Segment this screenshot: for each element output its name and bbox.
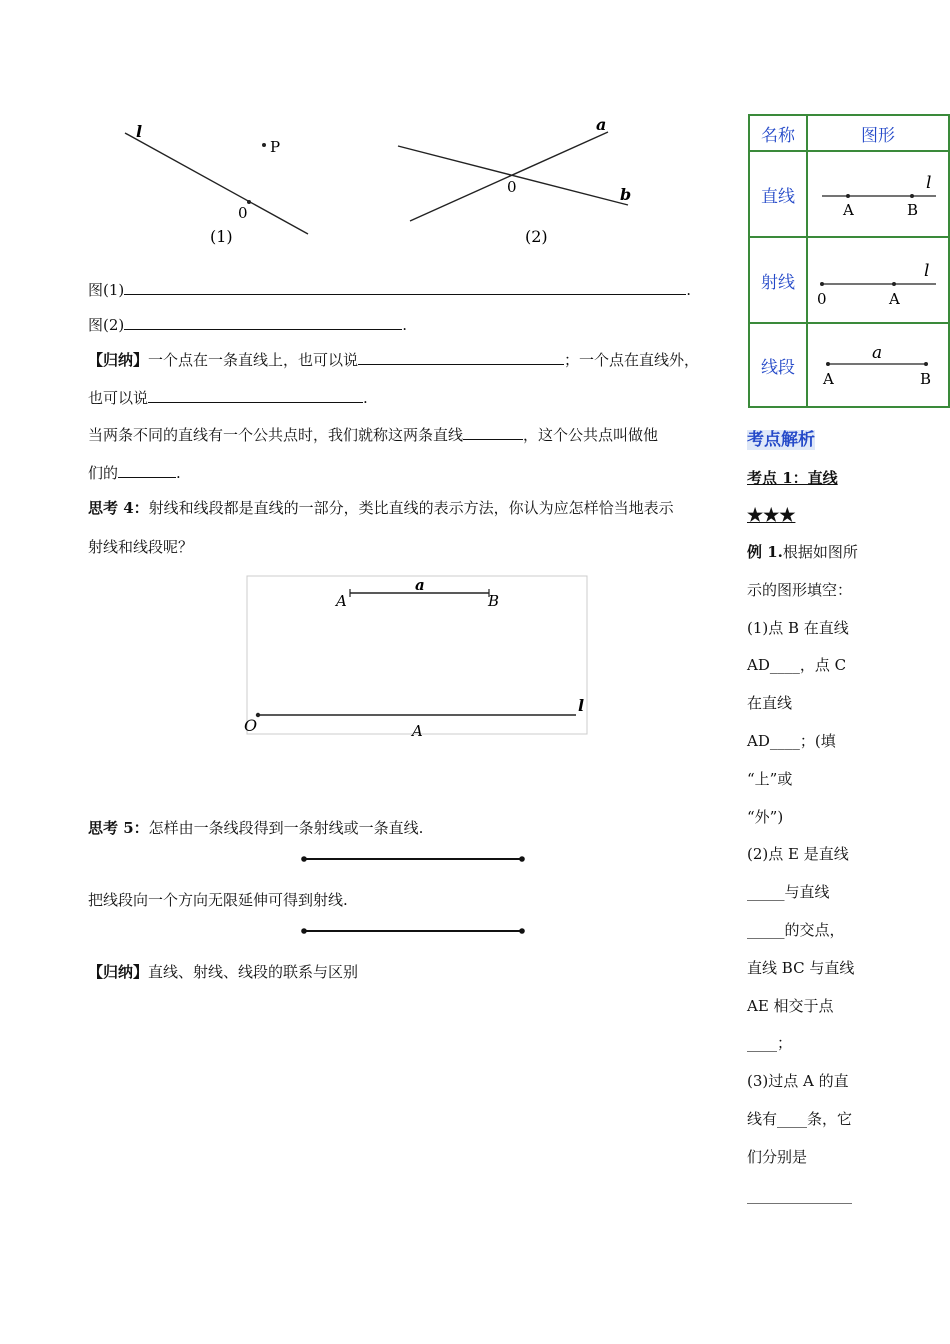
- svg-text:A: A: [823, 370, 834, 388]
- example-text: AE 相交于点: [747, 996, 834, 1015]
- example-line: [747, 807, 783, 827]
- label-o-2: 0: [507, 178, 517, 196]
- line-b: [398, 146, 628, 205]
- seg-point-b: B: [488, 592, 500, 610]
- think4-line1: 思考 4：射线和线段都是直线的一部分，类比直线的表示方法，你认为应怎样恰当地表示: [88, 499, 674, 517]
- ray-point-o: O: [244, 716, 258, 735]
- example-text: 在直线: [747, 694, 793, 713]
- intersect-line2: 们的 .: [88, 464, 181, 482]
- example-text: 直线 BC 与直线: [747, 958, 855, 977]
- point-p: [262, 143, 266, 147]
- example-line: [747, 769, 792, 789]
- answer-blank[interactable]: [148, 388, 363, 403]
- example-line: [747, 996, 834, 1016]
- guina-1-line2: 也可以说 .: [88, 389, 368, 407]
- extend-text: 把线段向一个方向无限延伸可得到射线.: [88, 891, 348, 909]
- row-ray-name: 射线: [749, 237, 807, 323]
- example-line: [747, 1071, 849, 1091]
- line-l: [125, 133, 308, 234]
- example-line: [747, 655, 846, 675]
- example-line: [747, 542, 858, 562]
- seg-point-a: A: [336, 592, 347, 610]
- example-line: [747, 580, 852, 600]
- svg-text:A: A: [889, 290, 900, 308]
- svg-text:l: l: [926, 173, 932, 193]
- guina-2: 【归纳】直线、射线、线段的联系与区别: [88, 963, 359, 981]
- caption-2: (2): [525, 227, 548, 246]
- example-text: 根据如图所: [782, 543, 858, 561]
- figure-points-lines: [100, 110, 660, 250]
- row-segment-figure: [807, 323, 949, 407]
- think5: 思考 5：怎样由一条线段得到一条射线或一条直线.: [88, 819, 424, 837]
- svg-text:B: B: [920, 370, 932, 388]
- example-text: AD____，点 C: [747, 656, 847, 675]
- example-line: [747, 693, 792, 713]
- answer-blank[interactable]: [124, 280, 686, 295]
- stars: ★★★: [747, 505, 796, 526]
- ray-label-l: l: [578, 696, 585, 715]
- example-line: [747, 731, 836, 751]
- seg-label-a: a: [415, 576, 425, 594]
- example-text: 示的图形填空：: [747, 580, 853, 599]
- intersect-line1: 当两条不同的直线有一个公共点时，我们就称这两条直线 ，这个公共点叫做他: [88, 426, 659, 444]
- guina-1-line1: 【归纳】一个点在一条直线上，也可以说 ；一个点在直线外，: [88, 351, 700, 369]
- segment-figure-1: [300, 852, 526, 866]
- section-title: 考点解析: [747, 430, 815, 450]
- answer-blank[interactable]: [118, 463, 176, 478]
- label-a: a: [596, 115, 607, 134]
- label-b: b: [620, 185, 632, 204]
- example-text: 线有____条，它: [747, 1110, 853, 1128]
- svg-text:A: A: [843, 201, 854, 219]
- svg-text:l: l: [924, 261, 930, 281]
- svg-text:0: 0: [817, 290, 827, 308]
- question-fig2: 图(2) .: [88, 316, 408, 334]
- svg-text:a: a: [872, 343, 883, 363]
- header-name: 名称: [749, 115, 807, 151]
- answer-blank[interactable]: [463, 425, 523, 440]
- example-text: “外”): [747, 807, 784, 826]
- example-text: (1)点 B 在直线: [747, 618, 849, 637]
- question-fig1: 图(1) .: [88, 281, 692, 299]
- example-text: (3)过点 A 的直: [747, 1072, 849, 1091]
- row-line-name: 直线: [749, 151, 807, 237]
- example-line: [747, 882, 830, 902]
- example-text: (2)点 E 是直线: [747, 845, 849, 864]
- label-p: P: [270, 138, 281, 156]
- example-text: _____的交点，: [747, 921, 845, 939]
- example-line: [747, 958, 854, 978]
- example-label: 例 1.: [747, 543, 783, 561]
- example-text: 们分别是: [747, 1147, 808, 1166]
- label-l: l: [136, 122, 143, 141]
- caption-1: (1): [210, 227, 233, 246]
- example-line: [747, 1109, 852, 1129]
- answer-blank[interactable]: [358, 350, 564, 365]
- example-text: AD____；(填: [747, 732, 836, 750]
- example-line: [747, 920, 845, 940]
- row-ray-figure: [807, 237, 949, 323]
- svg-text:B: B: [907, 201, 919, 219]
- label-o-1: 0: [238, 204, 248, 222]
- example-text: ______________: [747, 1185, 852, 1204]
- terms-table: [748, 114, 950, 408]
- example-line: [747, 844, 849, 864]
- example-line: [747, 1033, 792, 1053]
- example-text: _____与直线: [747, 883, 830, 902]
- header-figure: 图形: [807, 115, 949, 151]
- example-line: [747, 618, 849, 638]
- line-a: [410, 132, 608, 221]
- think4-line2: 射线和线段呢？: [88, 538, 194, 556]
- row-line-figure: [807, 151, 949, 237]
- figure-ray-segment: [244, 575, 588, 740]
- point-o-1: [247, 200, 251, 204]
- segment-figure-2: [300, 924, 526, 938]
- example-line: [747, 1185, 852, 1205]
- example-text: ____；: [747, 1034, 793, 1053]
- row-segment-name: 线段: [749, 323, 807, 407]
- example-line: [747, 1147, 807, 1167]
- answer-blank[interactable]: [124, 315, 402, 330]
- ray-point-a: A: [412, 722, 423, 740]
- kaodian-1: 考点 1：直线: [747, 469, 838, 487]
- example-text: “上”或: [747, 769, 793, 788]
